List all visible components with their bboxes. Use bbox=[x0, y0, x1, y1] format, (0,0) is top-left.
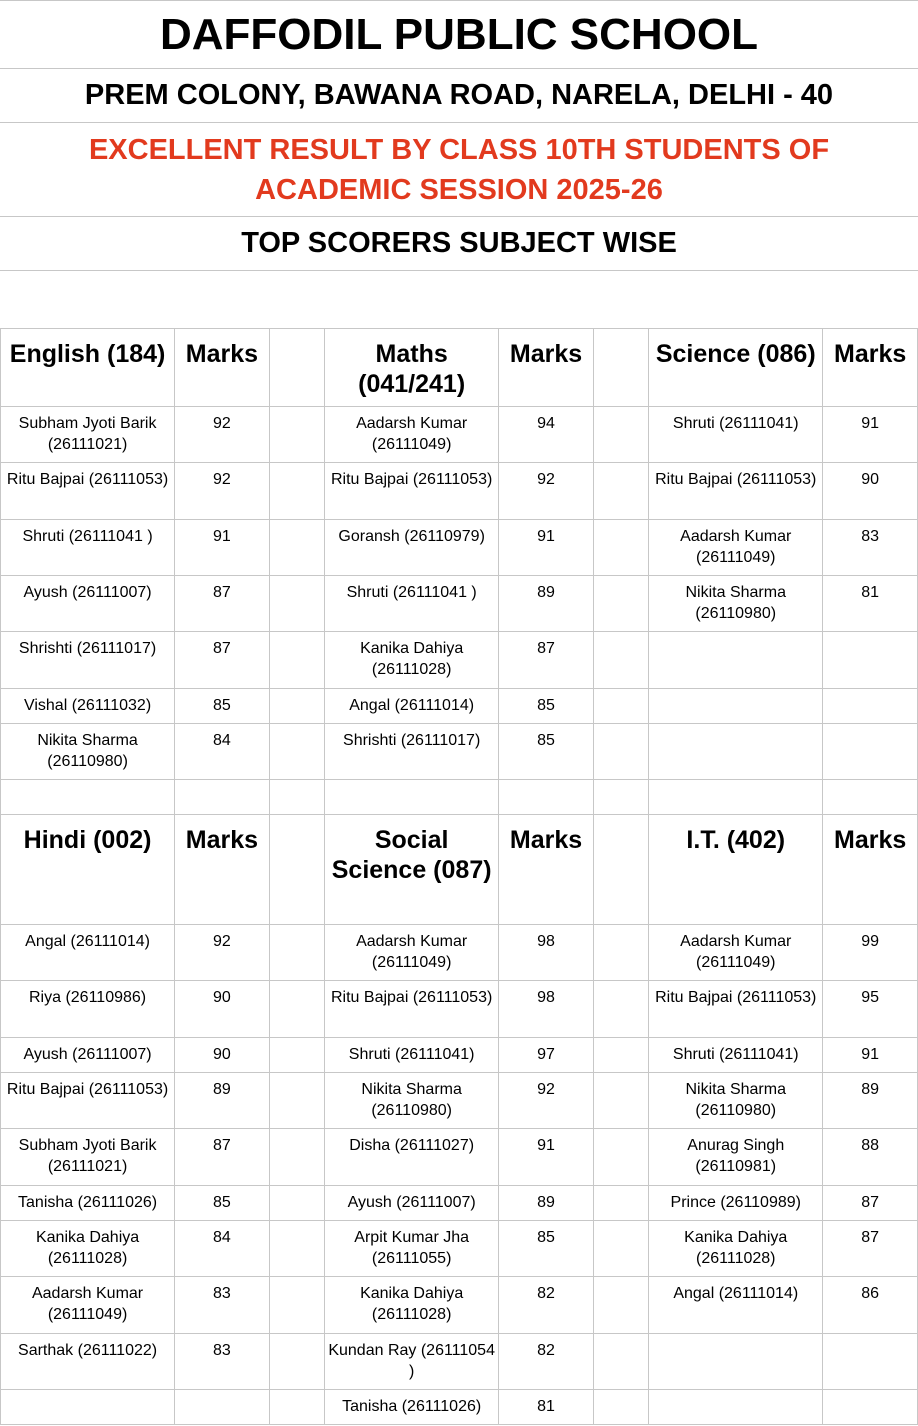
gap-cell bbox=[269, 1221, 324, 1277]
student-marks: 82 bbox=[499, 1334, 594, 1390]
gap-cell bbox=[593, 1038, 648, 1073]
student-name: Ritu Bajpai (26111053) bbox=[649, 463, 823, 520]
student-name: Sarthak (26111022) bbox=[1, 1334, 175, 1390]
student-marks: 91 bbox=[499, 520, 594, 576]
student-marks bbox=[823, 1334, 918, 1390]
gap-cell bbox=[593, 520, 648, 576]
gap-cell bbox=[593, 1334, 648, 1390]
subject-name: Maths (041/241) bbox=[325, 329, 499, 407]
gap-cell bbox=[593, 815, 648, 925]
school-address: PREM COLONY, BAWANA ROAD, NARELA, DELHI - 40 bbox=[0, 69, 918, 123]
student-name: Anurag Singh (26110981) bbox=[649, 1129, 823, 1186]
school-name: DAFFODIL PUBLIC SCHOOL bbox=[0, 0, 918, 69]
student-name bbox=[649, 724, 823, 780]
student-marks: 87 bbox=[823, 1221, 918, 1277]
student-marks: 92 bbox=[175, 463, 270, 520]
student-name: Kanika Dahiya (26111028) bbox=[325, 1277, 499, 1334]
student-marks: 83 bbox=[823, 520, 918, 576]
student-name: Ritu Bajpai (26111053) bbox=[1, 1073, 175, 1129]
subject-name: I.T. (402) bbox=[649, 815, 823, 925]
student-name: Kundan Ray (26111054 ) bbox=[325, 1334, 499, 1390]
student-name: Shrishti (26111017) bbox=[325, 724, 499, 780]
student-marks: 90 bbox=[175, 981, 270, 1038]
gap-cell bbox=[269, 689, 324, 724]
student-name: Subham Jyoti Barik (26111021) bbox=[1, 1129, 175, 1186]
table-row bbox=[1, 520, 918, 576]
student-name: Shruti (26111041) bbox=[649, 1038, 823, 1073]
table-row bbox=[1, 1073, 918, 1129]
student-marks: 92 bbox=[175, 407, 270, 463]
student-marks: 92 bbox=[499, 463, 594, 520]
table-row bbox=[1, 724, 918, 780]
student-name: Angal (26111014) bbox=[325, 689, 499, 724]
gap-cell bbox=[269, 981, 324, 1038]
student-name: Ritu Bajpai (26111053) bbox=[649, 981, 823, 1038]
student-marks: 95 bbox=[823, 981, 918, 1038]
student-name: Shrishti (26111017) bbox=[1, 632, 175, 689]
gap-cell bbox=[269, 815, 324, 925]
student-marks: 90 bbox=[823, 463, 918, 520]
gap-cell bbox=[269, 329, 324, 407]
student-marks bbox=[823, 689, 918, 724]
student-name: Kanika Dahiya (26111028) bbox=[649, 1221, 823, 1277]
student-marks: 91 bbox=[175, 520, 270, 576]
gap-cell bbox=[269, 1038, 324, 1073]
gap-cell bbox=[269, 576, 324, 632]
student-name: Angal (26111014) bbox=[649, 1277, 823, 1334]
student-marks: 92 bbox=[499, 1073, 594, 1129]
student-name: Aadarsh Kumar (26111049) bbox=[325, 925, 499, 981]
student-name: Ayush (26111007) bbox=[1, 576, 175, 632]
student-name: Disha (26111027) bbox=[325, 1129, 499, 1186]
student-marks: 87 bbox=[175, 1129, 270, 1186]
empty-cell bbox=[325, 780, 499, 815]
empty-cell bbox=[649, 780, 823, 815]
gap-cell bbox=[593, 1129, 648, 1186]
empty-cell bbox=[175, 780, 270, 815]
student-marks bbox=[823, 632, 918, 689]
student-marks: 85 bbox=[499, 1221, 594, 1277]
table-row bbox=[1, 1277, 918, 1334]
student-marks: 86 bbox=[823, 1277, 918, 1334]
student-marks: 87 bbox=[823, 1186, 918, 1221]
student-name bbox=[649, 632, 823, 689]
gap-cell bbox=[593, 724, 648, 780]
student-marks: 94 bbox=[499, 407, 594, 463]
gap-cell bbox=[593, 689, 648, 724]
subject-name: English (184) bbox=[1, 329, 175, 407]
empty-cell bbox=[823, 780, 918, 815]
student-marks: 84 bbox=[175, 1221, 270, 1277]
blank-row bbox=[0, 271, 918, 329]
table-row bbox=[1, 925, 918, 981]
student-name: Aadarsh Kumar (26111049) bbox=[325, 407, 499, 463]
student-name: Riya (26110986) bbox=[1, 981, 175, 1038]
student-name: Kanika Dahiya (26111028) bbox=[1, 1221, 175, 1277]
empty-cell bbox=[499, 780, 594, 815]
student-marks: 97 bbox=[499, 1038, 594, 1073]
table-row bbox=[1, 1186, 918, 1221]
student-marks: 85 bbox=[499, 724, 594, 780]
gap-cell bbox=[593, 463, 648, 520]
gap-cell bbox=[593, 981, 648, 1038]
student-marks: 85 bbox=[175, 1186, 270, 1221]
student-marks: 85 bbox=[499, 689, 594, 724]
student-marks: 82 bbox=[499, 1277, 594, 1334]
table-row bbox=[1, 689, 918, 724]
student-name: Aadarsh Kumar (26111049) bbox=[649, 925, 823, 981]
result-heading-line2: ACADEMIC SESSION 2025-26 bbox=[255, 173, 663, 206]
student-marks: 90 bbox=[175, 1038, 270, 1073]
gap-cell bbox=[593, 329, 648, 407]
student-name: Ritu Bajpai (26111053) bbox=[1, 463, 175, 520]
marks-header: Marks bbox=[499, 815, 594, 925]
gap-cell bbox=[593, 1186, 648, 1221]
student-name: Subham Jyoti Barik (26111021) bbox=[1, 407, 175, 463]
student-marks: 83 bbox=[175, 1334, 270, 1390]
marks-header: Marks bbox=[175, 329, 270, 407]
empty-cell bbox=[1, 780, 175, 815]
result-heading-line1: EXCELLENT RESULT BY CLASS 10TH STUDENTS OF bbox=[88, 133, 830, 166]
student-name: Nikita Sharma (26110980) bbox=[649, 1073, 823, 1129]
table-row bbox=[1, 1038, 918, 1073]
table-row bbox=[1, 632, 918, 689]
student-name: Tanisha (26111026) bbox=[325, 1390, 499, 1425]
gap-cell bbox=[269, 407, 324, 463]
student-marks: 87 bbox=[499, 632, 594, 689]
student-name: Aadarsh Kumar (26111049) bbox=[1, 1277, 175, 1334]
gap-cell bbox=[269, 1277, 324, 1334]
student-marks: 91 bbox=[499, 1129, 594, 1186]
student-marks: 88 bbox=[823, 1129, 918, 1186]
gap-cell bbox=[593, 1073, 648, 1129]
table-row bbox=[1, 1129, 918, 1186]
empty-cell bbox=[593, 780, 648, 815]
student-name: Prince (26110989) bbox=[649, 1186, 823, 1221]
student-name: Ayush (26111007) bbox=[1, 1038, 175, 1073]
gap-cell bbox=[593, 1390, 648, 1425]
table-row bbox=[1, 463, 918, 520]
student-marks bbox=[175, 1390, 270, 1425]
gap-cell bbox=[269, 463, 324, 520]
student-marks bbox=[823, 724, 918, 780]
student-marks: 91 bbox=[823, 1038, 918, 1073]
gap-cell bbox=[593, 407, 648, 463]
student-marks: 89 bbox=[823, 1073, 918, 1129]
gap-cell bbox=[269, 1129, 324, 1186]
gap-cell bbox=[593, 1221, 648, 1277]
table-row bbox=[1, 1390, 918, 1425]
student-name: Nikita Sharma (26110980) bbox=[325, 1073, 499, 1129]
gap-cell bbox=[269, 724, 324, 780]
student-marks: 89 bbox=[499, 1186, 594, 1221]
student-name: Angal (26111014) bbox=[1, 925, 175, 981]
subject-name: Hindi (002) bbox=[1, 815, 175, 925]
subject-header-row bbox=[1, 815, 918, 925]
student-name: Kanika Dahiya (26111028) bbox=[325, 632, 499, 689]
gap-cell bbox=[593, 576, 648, 632]
student-marks bbox=[823, 1390, 918, 1425]
student-name: Aadarsh Kumar (26111049) bbox=[649, 520, 823, 576]
subject-name: Science (086) bbox=[649, 329, 823, 407]
gap-cell bbox=[269, 1073, 324, 1129]
student-marks: 83 bbox=[175, 1277, 270, 1334]
student-marks: 84 bbox=[175, 724, 270, 780]
student-name bbox=[649, 1334, 823, 1390]
table-row bbox=[1, 407, 918, 463]
gap-cell bbox=[269, 1390, 324, 1425]
marks-header: Marks bbox=[823, 815, 918, 925]
student-name: Tanisha (26111026) bbox=[1, 1186, 175, 1221]
gap-cell bbox=[269, 1186, 324, 1221]
marks-header: Marks bbox=[499, 329, 594, 407]
student-name: Ayush (26111007) bbox=[325, 1186, 499, 1221]
student-name: Arpit Kumar Jha (26111055) bbox=[325, 1221, 499, 1277]
section-heading: TOP SCORERS SUBJECT WISE bbox=[0, 217, 918, 271]
gap-cell bbox=[269, 632, 324, 689]
marks-header: Marks bbox=[823, 329, 918, 407]
table-row bbox=[1, 576, 918, 632]
student-name: Shruti (26111041 ) bbox=[325, 576, 499, 632]
student-name: Nikita Sharma (26110980) bbox=[1, 724, 175, 780]
student-marks: 81 bbox=[823, 576, 918, 632]
student-name: Nikita Sharma (26110980) bbox=[649, 576, 823, 632]
table-row bbox=[1, 981, 918, 1038]
student-marks: 92 bbox=[175, 925, 270, 981]
student-marks: 89 bbox=[175, 1073, 270, 1129]
student-name bbox=[649, 689, 823, 724]
scores-table bbox=[0, 328, 918, 1425]
student-marks: 89 bbox=[499, 576, 594, 632]
gap-cell bbox=[269, 1334, 324, 1390]
gap-cell bbox=[593, 925, 648, 981]
gap-cell bbox=[269, 925, 324, 981]
student-marks: 85 bbox=[175, 689, 270, 724]
student-marks: 87 bbox=[175, 576, 270, 632]
student-name bbox=[649, 1390, 823, 1425]
student-name bbox=[1, 1390, 175, 1425]
student-name: Ritu Bajpai (26111053) bbox=[325, 981, 499, 1038]
student-marks: 99 bbox=[823, 925, 918, 981]
student-marks: 87 bbox=[175, 632, 270, 689]
student-marks: 91 bbox=[823, 407, 918, 463]
gap-cell bbox=[593, 1277, 648, 1334]
student-name: Shruti (26111041) bbox=[325, 1038, 499, 1073]
student-name: Vishal (26111032) bbox=[1, 689, 175, 724]
empty-cell bbox=[269, 780, 324, 815]
gap-cell bbox=[593, 632, 648, 689]
result-heading bbox=[0, 123, 918, 217]
gap-cell bbox=[269, 520, 324, 576]
student-marks: 81 bbox=[499, 1390, 594, 1425]
student-marks: 98 bbox=[499, 925, 594, 981]
subject-header-row bbox=[1, 329, 918, 407]
student-name: Shruti (26111041) bbox=[649, 407, 823, 463]
spacer-row bbox=[1, 780, 918, 815]
table-row bbox=[1, 1221, 918, 1277]
student-name: Goransh (26110979) bbox=[325, 520, 499, 576]
marks-header: Marks bbox=[175, 815, 270, 925]
subject-name: Social Science (087) bbox=[325, 815, 499, 925]
student-name: Shruti (26111041 ) bbox=[1, 520, 175, 576]
table-row bbox=[1, 1334, 918, 1390]
student-name: Ritu Bajpai (26111053) bbox=[325, 463, 499, 520]
student-marks: 98 bbox=[499, 981, 594, 1038]
